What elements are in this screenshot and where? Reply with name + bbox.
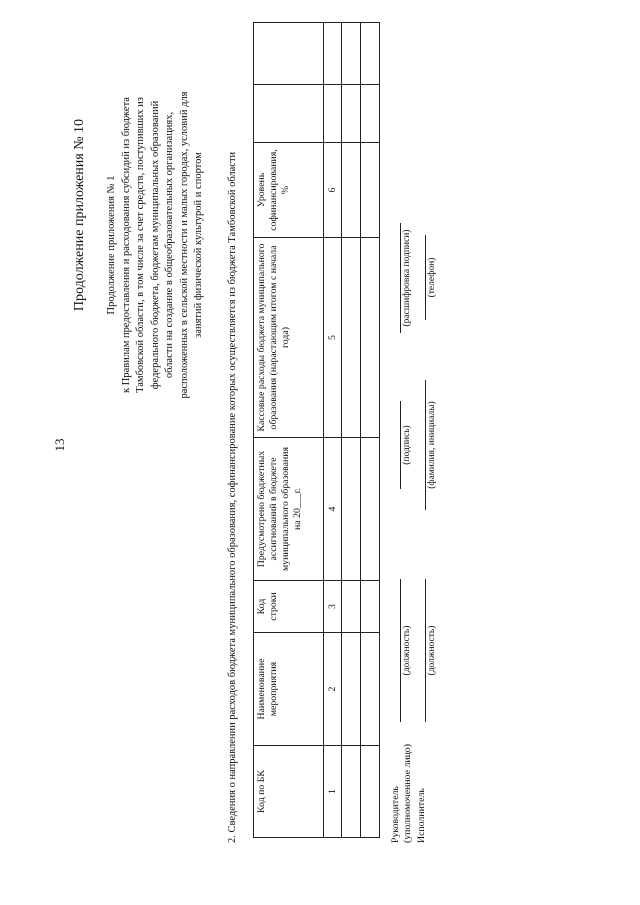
decryption-caption: (расшифровка подписи): [402, 229, 412, 327]
empty-cell: [361, 238, 380, 438]
rules-line: области на создание в общеобразовательных организациях,: [164, 111, 175, 379]
empty-cell: [361, 85, 380, 143]
page-number: 13: [52, 438, 67, 452]
signature-caption: (подпись): [402, 425, 412, 465]
column-number: 5: [324, 238, 342, 438]
name-line: [425, 380, 426, 510]
table-row: [342, 23, 361, 838]
name-caption: (фамилия, инициалы): [427, 401, 437, 489]
column-header: Код строки: [254, 581, 324, 633]
empty-cell: [361, 438, 380, 581]
empty-cell: [361, 23, 380, 85]
rules-title: Продолжение приложения № 1: [106, 175, 117, 315]
empty-header-cell: [254, 85, 324, 143]
empty-cell: [342, 85, 361, 143]
empty-cell: [342, 438, 361, 581]
table-number-row: [324, 23, 342, 838]
phone-line: [425, 235, 426, 320]
empty-cell: [361, 143, 380, 238]
column-number: 4: [324, 438, 342, 581]
rules-line: занятий физической культурой и спортом: [193, 152, 204, 338]
column-number: 6: [324, 143, 342, 238]
rules-block: [105, 30, 207, 460]
section-heading: 2. Сведения о направлении расходов бюджета муниципального образования, софинансирование которых осуществляется из бюджета Тамбовской области: [227, 151, 238, 843]
position-caption: (должность): [402, 625, 412, 676]
empty-cell: [342, 746, 361, 838]
rules-line: Тамбовской области, в том числе за счет средств, поступивших из: [135, 97, 146, 393]
column-header: Уровень софинансирования, %: [254, 143, 324, 238]
column-number: 1: [324, 746, 342, 838]
empty-cell: [342, 633, 361, 746]
rules-line: федерального бюджета, бюджетам муниципальных образований: [149, 100, 161, 390]
empty-cell: [342, 238, 361, 438]
table-header-row: [254, 23, 324, 838]
column-header: Кассовые расходы бюджета муниципального образования (нарастающим итогом с начала года): [254, 238, 324, 438]
head-sublabel: (уполномоченное лицо): [402, 744, 413, 843]
empty-cell: [324, 23, 342, 85]
empty-cell: [361, 746, 380, 838]
empty-cell: [361, 581, 380, 633]
appendix-continuation: Продолжение приложения № 10: [72, 118, 87, 312]
rules-line: расположенных в сельской местности и малых городах, условий для: [178, 91, 190, 399]
position-line: [400, 579, 401, 722]
signature-line: [400, 401, 401, 489]
empty-cell: [361, 633, 380, 746]
empty-cell: [324, 85, 342, 143]
executor-position-line: [425, 579, 426, 722]
empty-cell: [342, 581, 361, 633]
head-label: Руководитель: [390, 786, 401, 843]
column-number: 2: [324, 633, 342, 746]
rules-line: к Правилам предоставления и расходования субсидий из бюджета: [120, 97, 132, 393]
empty-header-cell: [254, 23, 324, 85]
column-header: Предусмотрено бюджетных ассигнований в бюджете муниципального образования на 20___г.: [254, 438, 324, 581]
report-table: [253, 22, 380, 838]
executor-label: Исполнитель: [416, 788, 427, 843]
empty-cell: [342, 143, 361, 238]
executor-position-caption: (должность): [427, 625, 437, 676]
empty-cell: [342, 23, 361, 85]
table-row: [361, 23, 380, 838]
column-header: Наименование мероприятия: [254, 633, 324, 746]
phone-caption: (телефон): [427, 257, 437, 298]
column-number: 3: [324, 581, 342, 633]
decryption-line: [400, 223, 401, 333]
column-header: Код по БК: [254, 746, 324, 838]
